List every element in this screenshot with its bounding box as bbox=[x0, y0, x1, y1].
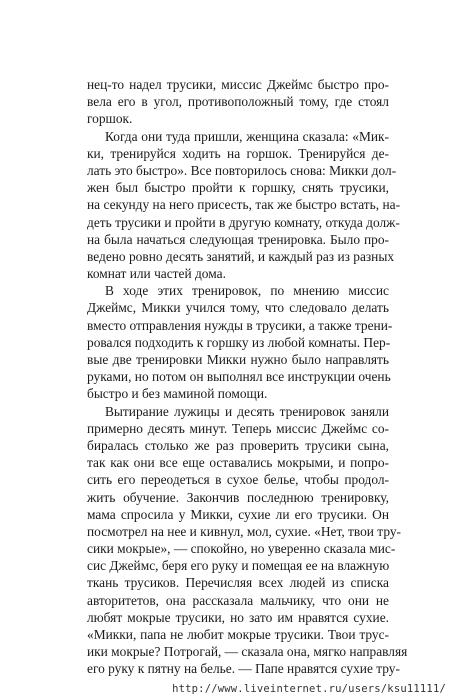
text-line bbox=[87, 299, 389, 316]
text-line bbox=[87, 145, 389, 162]
text-line-content: В ходе этих тренировок, по мнению миссис bbox=[105, 283, 389, 299]
text-line-content: так как они все еще оставались мокрыми, и попро- bbox=[87, 455, 389, 471]
text-line-content: вместо отправления нужды в трусики, а также трени- bbox=[87, 317, 393, 333]
text-line bbox=[87, 282, 389, 299]
text-line-content: его руку к пятну на белье. — Папе нравятся сухие тру- bbox=[87, 661, 400, 677]
text-line-content: горшок. bbox=[87, 111, 133, 127]
text-line-content: деть трусики и пройти в другую комнату, откуда долж- bbox=[87, 214, 400, 230]
text-line-content: авторитетов, она рассказала мальчику, что они не bbox=[87, 592, 389, 608]
text-line-content: на была начаться следующая тренировка. Было про- bbox=[87, 231, 389, 247]
text-line bbox=[87, 420, 389, 437]
text-line bbox=[87, 110, 389, 127]
text-line-content: лать это быстро». Все повторилось снова: Микки дол- bbox=[87, 162, 397, 178]
watermark-url: http://www.liveinternet.ru/users/ksu11111/ bbox=[172, 683, 446, 695]
text-line bbox=[87, 265, 389, 282]
text-line bbox=[87, 179, 389, 196]
text-line bbox=[87, 660, 400, 677]
text-line-content: нец-то надел трусики, миссис Джеймс быстро про- bbox=[87, 77, 389, 92]
text-line-content: Когда они туда пришли, женщина сказала: «Мик- bbox=[105, 128, 389, 144]
text-line bbox=[87, 93, 389, 110]
text-line-content: биралась столько же раз проверить трусики сына, bbox=[87, 437, 389, 453]
text-line-content: вела его в угол, противоположный тому, где стоял bbox=[87, 94, 389, 110]
text-line-content: жить обучение. Закончив последнюю тренировку, bbox=[87, 489, 389, 505]
text-line-content: ки, тренируйся ходить на горшок. Тренируйся де- bbox=[87, 145, 389, 161]
text-line bbox=[87, 162, 397, 179]
text-line-content: примерно десять минут. Теперь миссис Джеймс со- bbox=[87, 420, 389, 436]
text-line bbox=[87, 454, 389, 471]
text-line-content: мама спросила у Микки, сухие ли его трусики. Он bbox=[87, 506, 389, 522]
text-line bbox=[87, 523, 401, 540]
text-line bbox=[87, 368, 389, 385]
body-text bbox=[87, 76, 408, 678]
text-line bbox=[87, 128, 389, 145]
text-line bbox=[87, 351, 389, 368]
text-line-content: быстро и без маминой помощи. bbox=[87, 386, 268, 402]
text-line bbox=[87, 231, 389, 248]
text-line-content: ики мокрые? Потрогай, — сказала она, мягко направляя bbox=[87, 644, 408, 660]
text-line-content: вые две тренировки Микки нужно было направлять bbox=[87, 352, 389, 367]
paragraph bbox=[87, 403, 408, 678]
text-line bbox=[87, 557, 389, 574]
text-line-content: любят мокрые трусики, но зато им нравятся сухие. bbox=[87, 609, 389, 625]
text-line-content: ткань трусиков. Перечисляя всех людей из списка bbox=[87, 575, 389, 591]
text-line-content: комнат или частей дома. bbox=[87, 266, 226, 282]
paragraph bbox=[87, 76, 389, 128]
text-line-content: руками, но потом он выполнял все инструкции очень bbox=[87, 369, 391, 385]
text-line-content: сить его переодеться в сухое белье, чтобы продол- bbox=[87, 472, 389, 488]
text-line-content: сики мокрые», — спокойно, но уверенно сказала мис- bbox=[87, 541, 396, 557]
text-line bbox=[87, 592, 389, 609]
paragraph bbox=[87, 128, 401, 283]
text-line-content: Вытирание лужицы и десять тренировок заняли bbox=[105, 403, 389, 419]
text-line-content: Джеймс, Микки учился тому, что следовало делать bbox=[87, 300, 389, 316]
text-line-content: посмотрел на нее и кивнул, мол, сухие. «Нет, твои тру- bbox=[87, 523, 401, 539]
text-line bbox=[87, 334, 389, 351]
text-line bbox=[87, 403, 389, 420]
text-line bbox=[87, 196, 401, 213]
text-line bbox=[87, 506, 389, 523]
text-line bbox=[87, 76, 389, 93]
text-line-content: на секунду на него присесть, так же быстро встать, на- bbox=[87, 197, 401, 213]
text-line-content: жен был быстро пройти к горшку, снять трусики, bbox=[87, 180, 389, 196]
text-line bbox=[87, 248, 395, 265]
text-line-content: ровался подходить к горшку из любой комнаты. Пер- bbox=[87, 334, 391, 350]
text-line bbox=[87, 626, 389, 643]
text-line bbox=[87, 643, 408, 660]
text-line bbox=[87, 214, 400, 231]
text-line bbox=[87, 437, 389, 454]
text-line bbox=[87, 540, 396, 557]
text-line-content: «Микки, папа не любит мокрые трусики. Твои трус- bbox=[87, 627, 389, 642]
text-line-content: ведено ровно десять занятий, и каждый раз из разных bbox=[87, 248, 395, 264]
text-line bbox=[87, 385, 389, 402]
text-line bbox=[87, 489, 389, 506]
text-line bbox=[87, 574, 389, 591]
text-line bbox=[87, 317, 393, 334]
text-line bbox=[87, 471, 389, 488]
paragraph bbox=[87, 282, 393, 402]
text-line bbox=[87, 609, 389, 626]
text-line-content: сис Джеймс, беря его руку и помещая ее на влажную bbox=[87, 558, 390, 574]
